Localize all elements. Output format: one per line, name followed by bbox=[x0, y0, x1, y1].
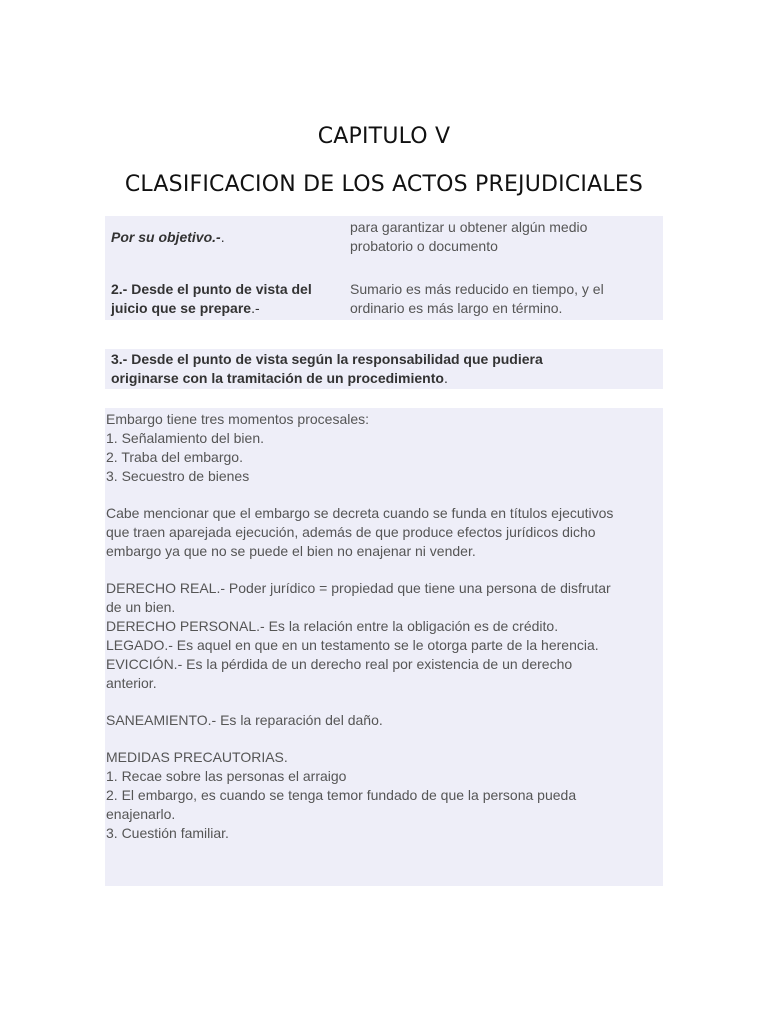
text-line: DERECHO PERSONAL.- Es la relación entre la obligación es de crédito. bbox=[106, 618, 559, 634]
section-3-line: originarse con la tramitación de un procedimiento bbox=[111, 370, 444, 386]
chapter-heading: CAPITULO V bbox=[317, 124, 451, 149]
classification-table bbox=[105, 216, 663, 320]
row2-description-line: ordinario es más largo en término. bbox=[350, 300, 563, 316]
text-line: 1. Señalamiento del bien. bbox=[106, 430, 264, 446]
row2-label-line: juicio que se prepare bbox=[111, 300, 252, 316]
text-line: EVICCIÓN.- Es la pérdida de un derecho real por existencia de un derecho bbox=[106, 656, 573, 672]
text-line: 2. El embargo, es cuando se tenga temor fundado de que la persona pueda bbox=[106, 787, 577, 803]
body-panel bbox=[105, 408, 663, 886]
embargo-paragraph bbox=[106, 410, 646, 486]
text-line: anterior. bbox=[106, 675, 157, 691]
section-3-box bbox=[105, 349, 663, 389]
row1-label-text: Por su objetivo.- bbox=[111, 229, 221, 245]
text-line: 3. Secuestro de bienes bbox=[106, 468, 250, 484]
row1-label-suffix: . bbox=[220, 229, 225, 245]
text-line: que traen aparejada ejecución, además de que produce efectos jurídicos dicho bbox=[106, 524, 596, 540]
text-line: DERECHO REAL.- Poder jurídico = propiedad que tiene una persona de disfrutar bbox=[106, 580, 611, 596]
text-line: enajenarlo. bbox=[106, 806, 176, 822]
text-line: LEGADO.- Es aquel en que en un testamento se le otorga parte de la herencia. bbox=[106, 637, 599, 653]
text-line: de un bien. bbox=[106, 599, 176, 615]
row2-description bbox=[350, 280, 650, 318]
chapter-title: CLASIFICACION DE LOS ACTOS PREJUDICIALES bbox=[124, 172, 644, 197]
body-text bbox=[105, 408, 646, 861]
text-line: SANEAMIENTO.- Es la reparación del daño. bbox=[106, 712, 383, 728]
saneamiento-paragraph bbox=[106, 711, 646, 730]
text-line: 3. Cuestión familiar. bbox=[106, 825, 229, 841]
text-line: Cabe mencionar que el embargo se decreta cuando se funda en títulos ejecutivos bbox=[106, 505, 614, 521]
row2-description-line: Sumario es más reducido en tiempo, y el bbox=[350, 281, 604, 297]
row2-label-suffix: .- bbox=[251, 300, 260, 316]
row1-label bbox=[111, 228, 336, 247]
row1-description-line: probatorio o documento bbox=[350, 238, 498, 254]
text-line: 1. Recae sobre las personas el arraigo bbox=[106, 768, 347, 784]
section-3-heading bbox=[111, 350, 651, 388]
row1-description bbox=[350, 218, 650, 256]
derechos-paragraph bbox=[106, 579, 646, 693]
row2-label bbox=[111, 280, 341, 318]
row1-description-line: para garantizar u obtener algún medio bbox=[350, 219, 588, 235]
section-3-suffix: . bbox=[443, 370, 448, 386]
text-line: 2. Traba del embargo. bbox=[106, 449, 243, 465]
text-line: Embargo tiene tres momentos procesales: bbox=[106, 411, 370, 427]
section-3-line: 3.- Desde el punto de vista según la responsabilidad que pudiera bbox=[111, 351, 543, 367]
cabe-paragraph bbox=[106, 504, 646, 561]
text-line: MEDIDAS PRECAUTORIAS. bbox=[106, 749, 288, 765]
row2-label-line: 2.- Desde el punto de vista del bbox=[111, 281, 312, 297]
medidas-paragraph bbox=[106, 748, 646, 843]
text-line: embargo ya que no se puede el bien no enajenar ni vender. bbox=[106, 543, 476, 559]
